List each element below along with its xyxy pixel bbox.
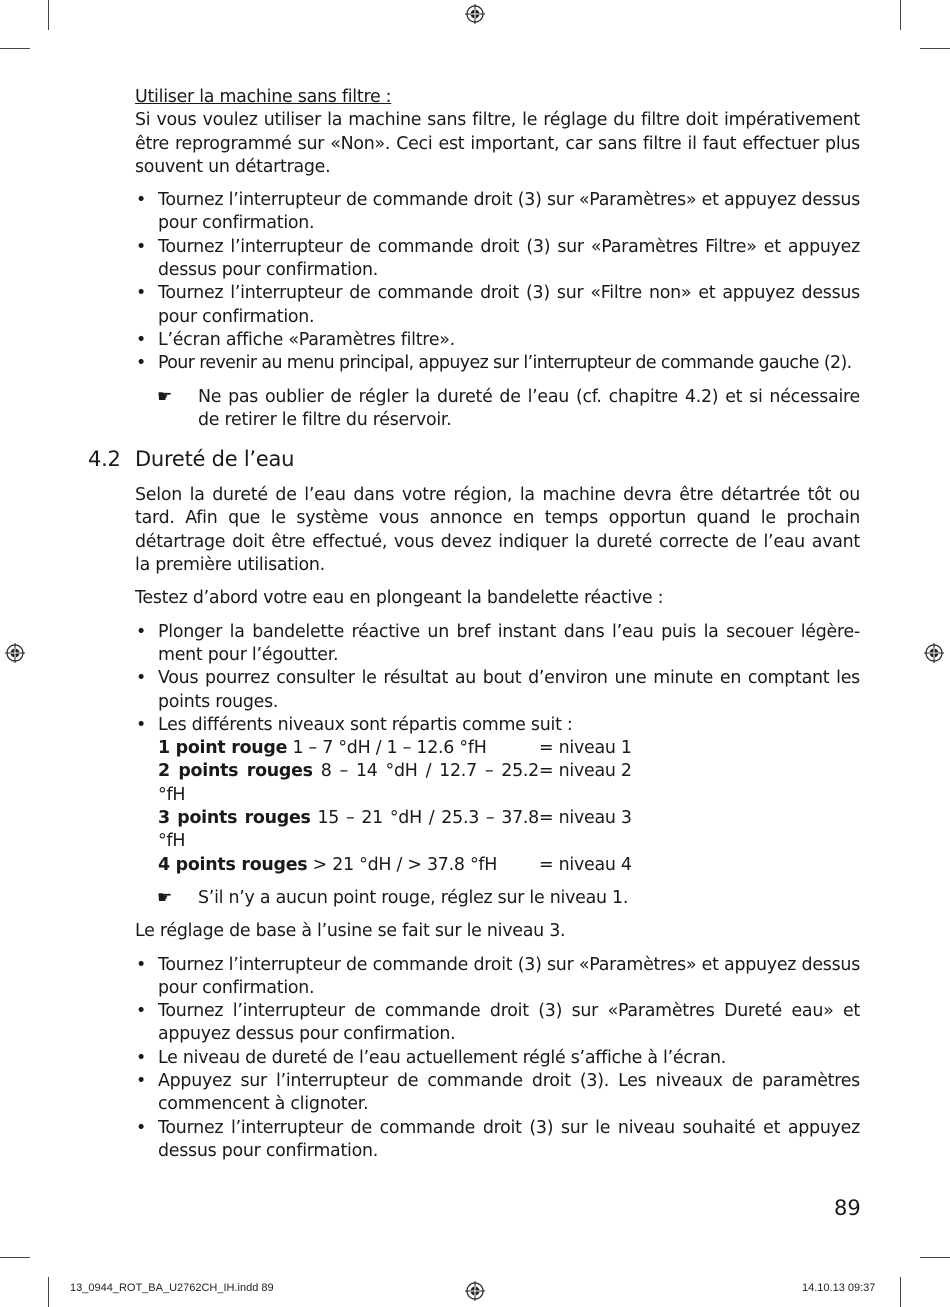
list-item: • Plonger la bandelette réactive un bref instant dans l’eau puis la secouer légère-ment pour l’égoutter.	[135, 621, 860, 668]
note-text: S’il n’y a aucun point rouge, réglez sur le niveau 1.	[198, 887, 629, 908]
list-item	[135, 714, 860, 877]
page-body	[88, 86, 860, 1163]
section-heading	[88, 444, 860, 474]
crop-mark	[48, 1277, 49, 1307]
note	[135, 386, 860, 433]
section-title: Dureté de l’eau	[135, 447, 295, 472]
section-number: 4.2	[88, 447, 121, 472]
bullet-list	[135, 954, 860, 1164]
list-item: • Tournez l’interrupteur de commande droit (3) sur «Paramètres» et appuyez dessus pour confirmation.	[135, 954, 860, 1001]
paragraph: Testez d’abord votre eau en plongeant la bandelette réactive :	[135, 588, 664, 609]
list-item: • Pour revenir au menu principal, appuyez sur l’interrupteur de commande gauche (2).	[135, 352, 860, 375]
list-item: • Tournez l’interrupteur de commande droit (3) sur le niveau souhaité et appuyez dessus pour confirmation.	[135, 1117, 860, 1164]
registration-mark-icon	[465, 4, 485, 24]
list-item: • Vous pourrez consulter le résultat au bout d’environ une minute en comptant les points rouges.	[135, 667, 860, 714]
list-item: • Appuyez sur l’interrupteur de commande droit (3). Les niveaux de paramètres commencent à clignoter.	[135, 1070, 860, 1117]
level-range: 3 points rouges 15 – 21 °dH / 25.3 – 37.8 °fH	[158, 808, 539, 852]
list-item-text: Les différents niveaux sont répartis comme suit :	[158, 714, 573, 735]
bullet-list	[135, 189, 860, 375]
table-row	[158, 807, 860, 854]
level-value: = niveau 4	[539, 854, 632, 875]
crop-mark	[920, 1257, 950, 1258]
footer-file: 13_0944_ROT_BA_U2762CH_IH.indd 89	[70, 1282, 274, 1294]
paragraph: Si vous voulez utiliser la machine sans filtre, le réglage du filtre doit impérativement être reprogrammé sur «Non». Ceci est important, car sans filtre il faut effectuer plus souvent un détartrage.	[135, 110, 860, 177]
crop-mark	[900, 0, 901, 30]
paragraph: Selon la dureté de l’eau dans votre région, la machine devra être détartrée tôt ou tard. Afin que le système vous annonce en temps opportun quand le prochain détartrage doit être effectué, vous devez indiquer la dureté correcte de l’eau avant la première utilisation.	[135, 485, 860, 576]
note-text: Ne pas oublier de régler la dureté de l’eau (cf. chapitre 4.2) et si nécessaire de retirer le filtre du réservoir.	[198, 386, 860, 430]
pointing-hand-icon: ☛	[157, 887, 172, 908]
crop-mark	[920, 48, 950, 49]
crop-mark	[900, 1277, 901, 1307]
list-item: • Tournez l’interrupteur de commande droit (3) sur «Paramètres Filtre» et appuyez dessus pour confirmation.	[135, 236, 860, 283]
paragraph: Le réglage de base à l’usine se fait sur le niveau 3.	[135, 921, 566, 942]
crop-mark	[0, 48, 30, 49]
hardness-levels-table	[158, 737, 860, 877]
registration-mark-icon	[924, 643, 944, 663]
level-range: 4 points rouges > 21 °dH / > 37.8 °fH	[158, 854, 498, 875]
list-item: • L’écran affiche «Paramètres filtre».	[135, 329, 860, 352]
bullet-list	[135, 621, 860, 877]
registration-mark-icon	[465, 1281, 485, 1301]
level-range: 2 points rouges 8 – 14 °dH / 12.7 – 25.2 °fH	[158, 761, 539, 805]
table-row	[158, 760, 860, 807]
level-value: = niveau 1	[539, 738, 632, 759]
footer-date: 14.10.13 09:37	[802, 1282, 876, 1294]
list-item: • Tournez l’interrupteur de commande droit (3) sur «Paramètres Dureté eau» et appuyez dessus pour confirmation.	[135, 1000, 860, 1047]
list-item: • Tournez l’interrupteur de commande droit (3) sur «Filtre non» et appuyez dessus pour confirmation.	[135, 282, 860, 329]
table-row	[158, 854, 860, 877]
list-item: • Le niveau de dureté de l’eau actuellement réglé s’affiche à l’écran.	[135, 1047, 860, 1070]
crop-mark	[48, 0, 49, 30]
registration-mark-icon	[5, 643, 25, 663]
crop-mark	[0, 1257, 30, 1258]
page-number: 89	[834, 1196, 861, 1220]
level-range: 1 point rouge 1 – 7 °dH / 1 – 12.6 °fH	[158, 738, 487, 759]
section-subtitle: Utiliser la machine sans filtre :	[135, 87, 392, 107]
note	[135, 887, 860, 910]
level-value: = niveau 3	[539, 808, 632, 829]
pointing-hand-icon: ☛	[157, 386, 172, 407]
list-item: • Tournez l’interrupteur de commande droit (3) sur «Paramètres» et appuyez dessus pour confirmation.	[135, 189, 860, 236]
table-row	[158, 737, 860, 760]
level-value: = niveau 2	[539, 761, 632, 782]
